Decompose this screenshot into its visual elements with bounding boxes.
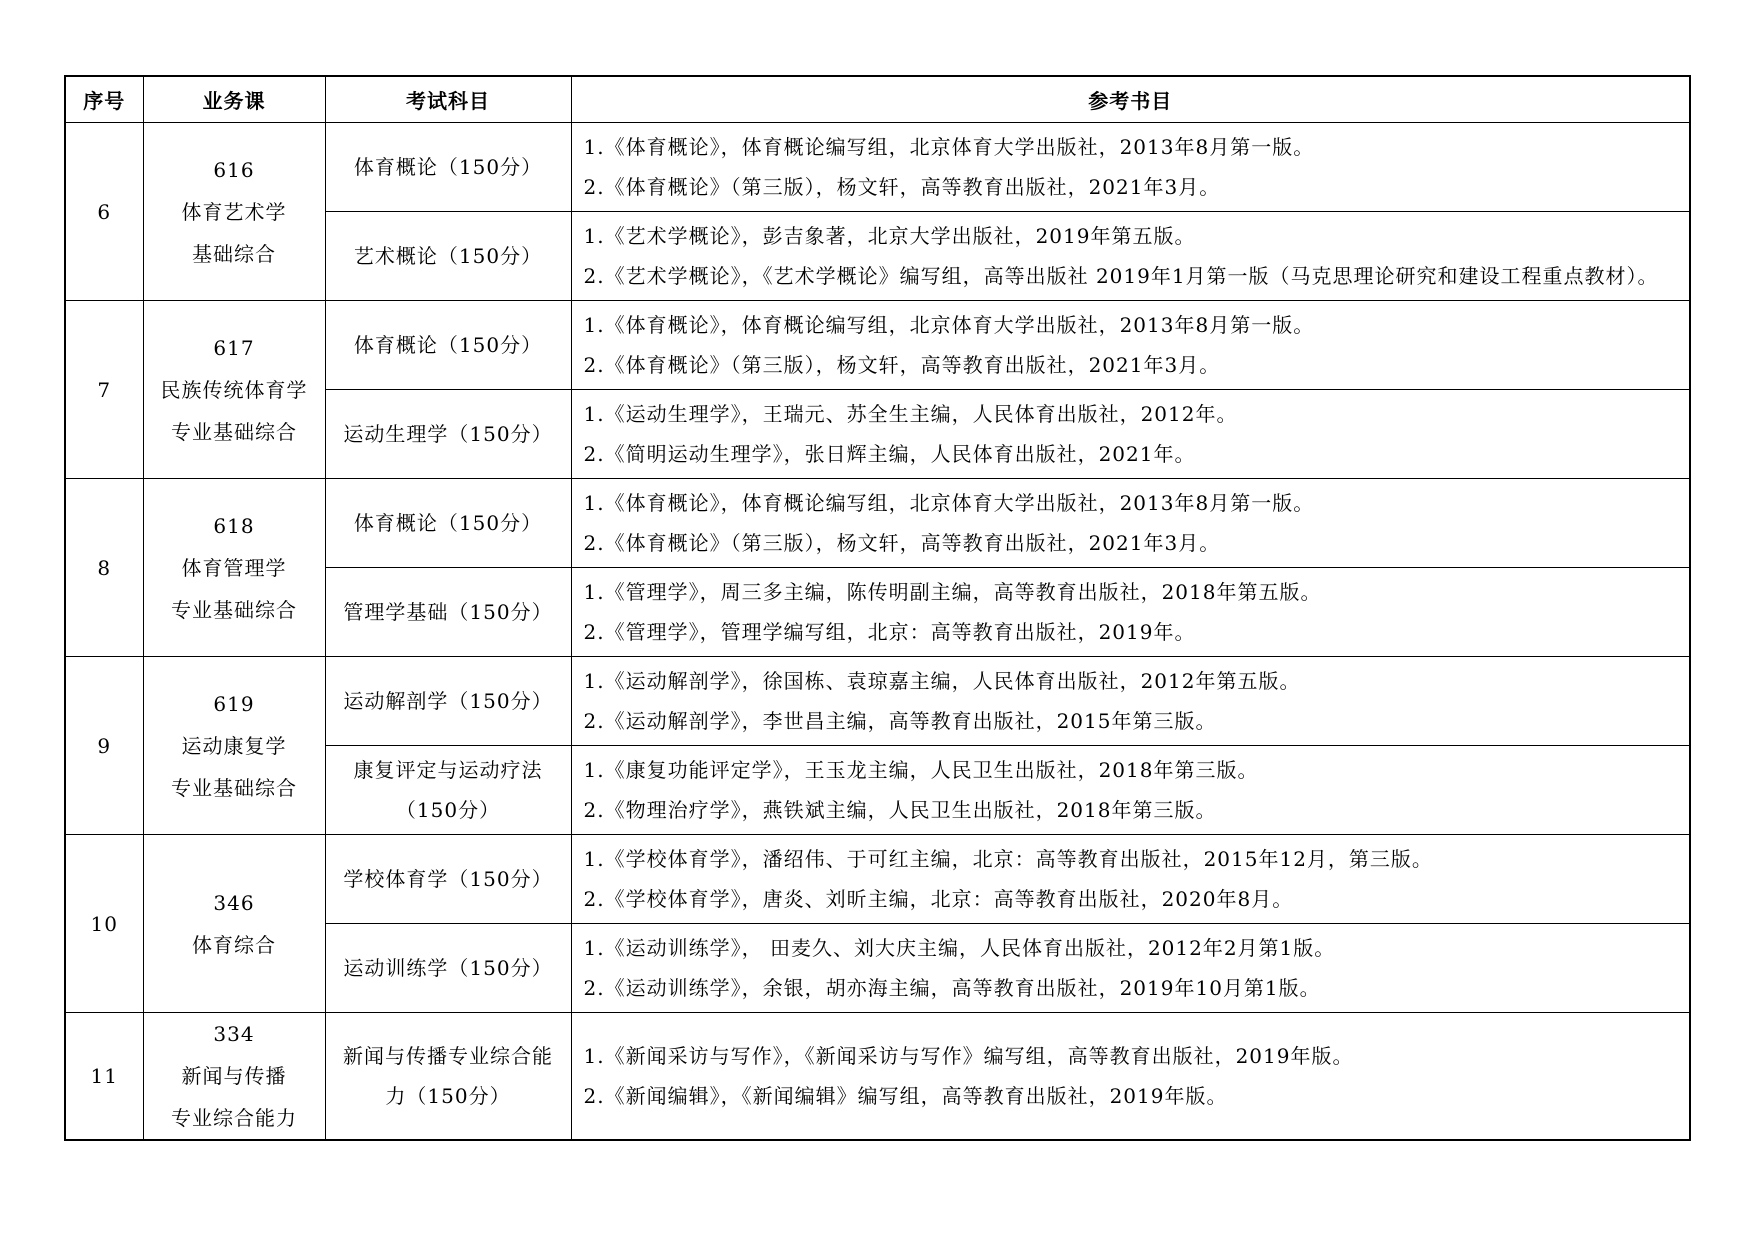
seq-cell: 9 — [65, 657, 143, 835]
header-seq: 序号 — [65, 76, 143, 123]
books-cell — [571, 568, 1690, 657]
seq-cell: 6 — [65, 123, 143, 301]
subject-name-line: 学校体育学（150分） — [343, 867, 553, 891]
book-entry: 2.《艺术学概论》，《艺术学概论》编写组，高等出版社 2019年1月第一版（马克思理论研究和建设工程重点教材）。 — [583, 264, 1659, 288]
course-cell — [143, 301, 325, 479]
course-name-line: 体育管理学 — [181, 555, 287, 580]
book-entry: 2.《体育概论》（第三版），杨文轩，高等教育出版社，2021年3月。 — [583, 531, 1221, 555]
subject-name-line: 运动生理学（150分） — [343, 422, 553, 446]
course-name-line: 体育综合 — [192, 932, 276, 957]
subject-cell — [325, 123, 571, 212]
course-name-line: 专业基础综合 — [171, 597, 297, 622]
subject-cell — [325, 924, 571, 1013]
subject-name-line: （150分） — [395, 798, 501, 822]
subject-name-line: 体育概论（150分） — [353, 333, 543, 357]
seq-cell: 7 — [65, 301, 143, 479]
course-name-line: 基础综合 — [192, 241, 276, 266]
books-cell — [571, 1013, 1690, 1141]
book-entry: 2.《物理治疗学》，燕铁斌主编，人民卫生出版社，2018年第三版。 — [583, 798, 1217, 822]
book-entry: 1.《体育概论》，体育概论编写组，北京体育大学出版社，2013年8月第一版。 — [583, 491, 1315, 515]
subject-name-line: 体育概论（150分） — [353, 155, 543, 179]
books-cell — [571, 835, 1690, 924]
course-name-line: 新闻与传播 — [181, 1064, 287, 1088]
subject-name-line: 体育概论（150分） — [353, 511, 543, 535]
books-cell — [571, 212, 1690, 301]
course-cell — [143, 1013, 325, 1141]
course-name-line: 专业综合能力 — [171, 1106, 297, 1130]
subject-name-line: 艺术概论（150分） — [353, 244, 543, 268]
seq-cell: 10 — [65, 835, 143, 1013]
course-code: 334 — [213, 1022, 255, 1046]
course-name-line: 体育艺术学 — [181, 199, 287, 224]
table-row — [65, 301, 1690, 390]
subject-cell — [325, 568, 571, 657]
book-entry: 1.《运动解剖学》，徐国栋、袁琼嘉主编，人民体育出版社，2012年第五版。 — [583, 669, 1301, 693]
reference-books-table — [64, 75, 1691, 1141]
books-cell — [571, 479, 1690, 568]
course-cell — [143, 479, 325, 657]
books-cell — [571, 924, 1690, 1013]
book-entry: 1.《运动生理学》，王瑞元、苏全生主编，人民体育出版社，2012年。 — [583, 402, 1238, 426]
table-row — [65, 1013, 1690, 1141]
header-books: 参考书目 — [571, 76, 1690, 123]
subject-name-line: 力（150分） — [385, 1084, 511, 1108]
course-cell — [143, 657, 325, 835]
book-entry: 2.《运动训练学》，余银，胡亦海主编，高等教育出版社，2019年10月第1版。 — [583, 976, 1321, 1000]
course-code: 346 — [213, 890, 255, 915]
subject-cell — [325, 835, 571, 924]
book-entry: 2.《学校体育学》，唐炎、刘昕主编，北京：高等教育出版社，2020年8月。 — [583, 887, 1294, 911]
subject-cell — [325, 212, 571, 301]
subject-name-line: 运动解剖学（150分） — [343, 689, 553, 713]
subject-cell — [325, 746, 571, 835]
subject-name-line: 新闻与传播专业综合能 — [343, 1044, 553, 1068]
table-header-row — [65, 76, 1690, 123]
book-entry: 2.《新闻编辑》，《新闻编辑》编写组，高等教育出版社，2019年版。 — [583, 1084, 1228, 1108]
table-row — [65, 657, 1690, 746]
books-cell — [571, 123, 1690, 212]
book-entry: 2.《运动解剖学》，李世昌主编，高等教育出版社，2015年第三版。 — [583, 709, 1217, 733]
subject-cell — [325, 1013, 571, 1141]
book-entry: 1.《艺术学概论》，彭吉象著，北京大学出版社，2019年第五版。 — [583, 224, 1196, 248]
course-code: 619 — [213, 691, 255, 716]
subject-name-line: 管理学基础（150分） — [343, 600, 553, 624]
books-cell — [571, 301, 1690, 390]
subject-name-line: 运动训练学（150分） — [343, 956, 553, 980]
books-cell — [571, 657, 1690, 746]
book-entry: 2.《简明运动生理学》，张日辉主编，人民体育出版社，2021年。 — [583, 442, 1196, 466]
subject-name-line: 康复评定与运动疗法 — [353, 758, 543, 782]
book-entry: 1.《体育概论》，体育概论编写组，北京体育大学出版社，2013年8月第一版。 — [583, 313, 1315, 337]
books-cell — [571, 390, 1690, 479]
course-cell — [143, 835, 325, 1013]
subject-cell — [325, 479, 571, 568]
book-entry: 2.《管理学》，管理学编写组，北京：高等教育出版社，2019年。 — [583, 620, 1196, 644]
book-entry: 1.《新闻采访与写作》，《新闻采访与写作》编写组，高等教育出版社，2019年版。 — [583, 1044, 1354, 1068]
course-code: 618 — [213, 513, 255, 538]
course-code: 616 — [213, 157, 255, 182]
table-row — [65, 835, 1690, 924]
book-entry: 1.《运动训练学》， 田麦久、刘大庆主编，人民体育出版社，2012年2月第1版。 — [583, 936, 1336, 960]
course-name-line: 专业基础综合 — [171, 775, 297, 800]
book-entry: 1.《学校体育学》，潘绍伟、于可红主编，北京：高等教育出版社，2015年12月，第三版。 — [583, 847, 1433, 871]
subject-cell — [325, 657, 571, 746]
course-cell — [143, 123, 325, 301]
book-entry: 1.《康复功能评定学》，王玉龙主编，人民卫生出版社，2018年第三版。 — [583, 758, 1259, 782]
table-row — [65, 123, 1690, 212]
header-subject: 考试科目 — [325, 76, 571, 123]
book-entry: 1.《体育概论》，体育概论编写组，北京体育大学出版社，2013年8月第一版。 — [583, 135, 1315, 159]
book-entry: 2.《体育概论》（第三版），杨文轩，高等教育出版社，2021年3月。 — [583, 353, 1221, 377]
book-entry: 1.《管理学》，周三多主编，陈传明副主编，高等教育出版社，2018年第五版。 — [583, 580, 1322, 604]
subject-cell — [325, 301, 571, 390]
course-name-line: 运动康复学 — [181, 733, 287, 758]
seq-cell: 8 — [65, 479, 143, 657]
header-course: 业务课 — [143, 76, 325, 123]
book-entry: 2.《体育概论》（第三版），杨文轩，高等教育出版社，2021年3月。 — [583, 175, 1221, 199]
table-body — [65, 123, 1690, 1141]
table-row — [65, 479, 1690, 568]
subject-cell — [325, 390, 571, 479]
books-cell — [571, 746, 1690, 835]
course-name-line: 专业基础综合 — [171, 419, 297, 444]
course-code: 617 — [213, 335, 255, 360]
seq-cell: 11 — [65, 1013, 143, 1141]
course-name-line: 民族传统体育学 — [160, 377, 308, 402]
